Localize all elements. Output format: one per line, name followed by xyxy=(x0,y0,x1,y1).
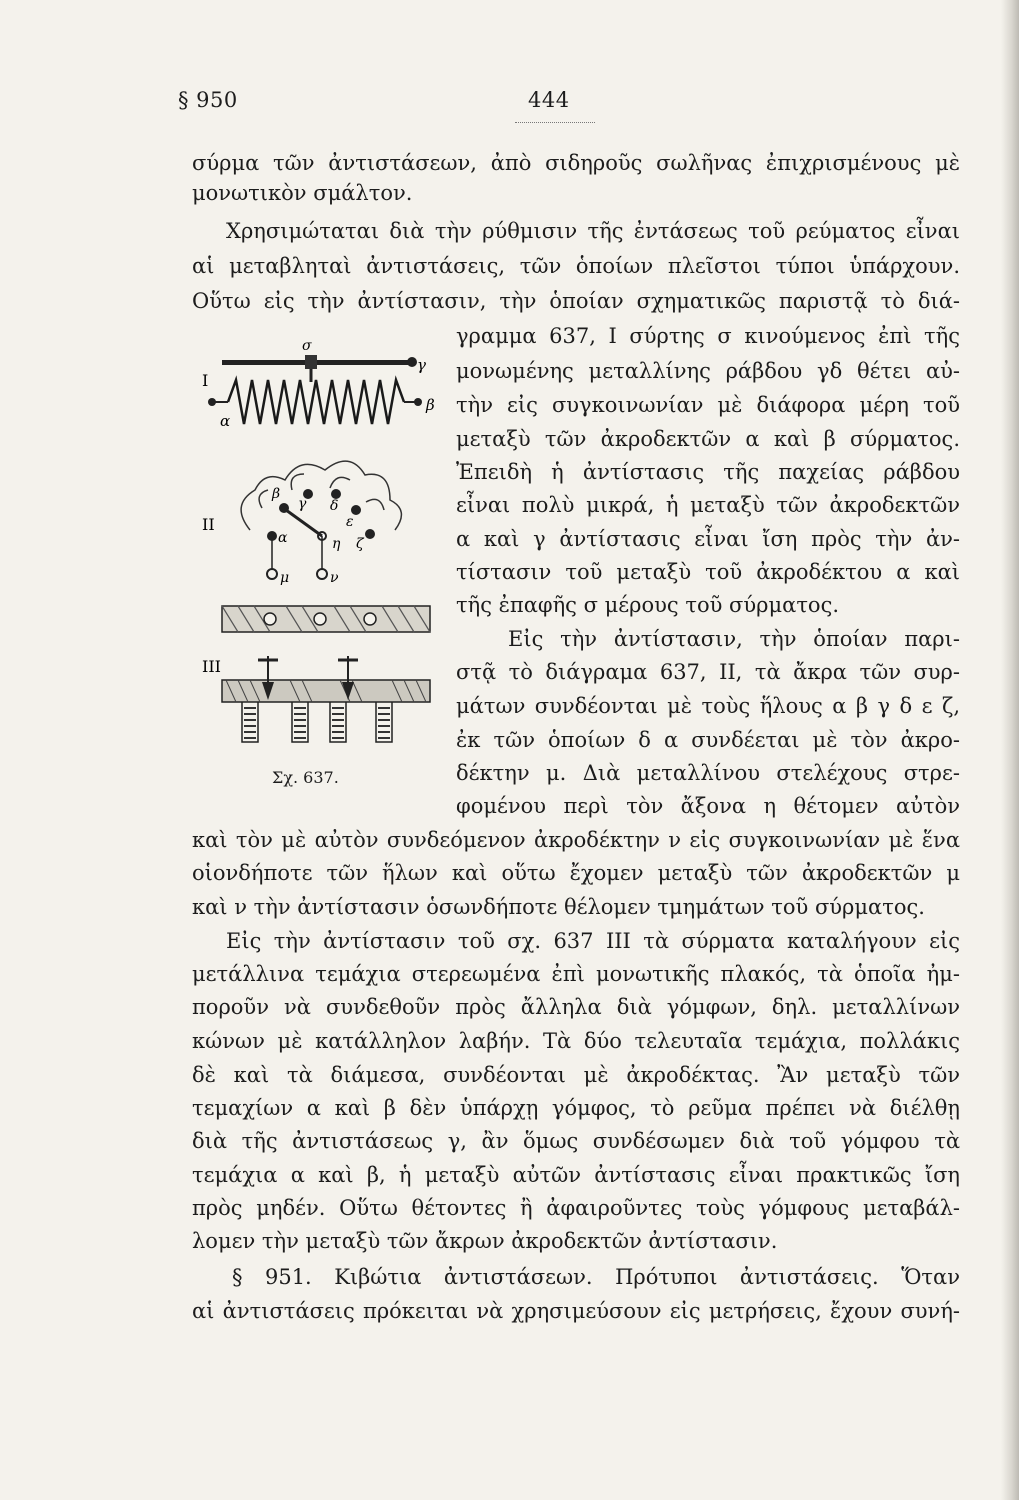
text-line: τίστασιν τοῦ μεταξὺ τοῦ ἀκροδέκτου α καὶ xyxy=(456,560,960,584)
coil-loops xyxy=(241,461,401,530)
diagram-plug-box-plan xyxy=(202,606,430,676)
terminal-nu xyxy=(317,569,327,579)
section-heading-line: § 951. Κιβώτια ἀντιστάσεων. Πρότυποι ἀντιστάσεις. Ὅταν xyxy=(232,1265,960,1289)
header-ornament xyxy=(515,122,595,123)
text-line: δέκτην μ. Διὰ μεταλλίνου στελέχους στρε- xyxy=(456,761,960,785)
text-line: πρὸς μηδέν. Οὕτω θέτοντες ἢ ἀφαιροῦντες τοὺς γόμφους μεταβάλ- xyxy=(192,1196,960,1220)
stud-zeta xyxy=(365,529,375,539)
resistance-diagrams xyxy=(180,330,450,800)
text-line: μονωτικὸν σμάλτον. xyxy=(192,181,413,205)
label-sigma: σ xyxy=(302,338,312,354)
text-line: οἱονδήποτε τῶν ἥλων καὶ οὕτω ἔχομεν μεταξὺ τῶν ἀκροδεκτῶν μ xyxy=(192,861,960,885)
text-line: μετάλλινα τεμάχια στερεωμένα ἐπὶ μονωτικῆς πλακός, τὰ ὁποῖα ἠμ- xyxy=(192,962,960,986)
label-h: η xyxy=(332,536,341,552)
slider-contact xyxy=(305,355,317,369)
text-line: τεμάχια α καὶ β, ἡ μεταξὺ αὐτῶν ἀντίστασις εἶναι πρακτικῶς ἴση xyxy=(192,1163,960,1187)
label-alpha: α xyxy=(220,412,231,430)
text-line: κώνων μὲ κατάλληλον λαβήν. Τὰ δύο τελευταῖα τεμάχια, πολλάκις xyxy=(192,1029,960,1053)
coil-frames xyxy=(242,702,392,742)
text-line: δὲ καὶ τὰ διάμεσα, συνδέονται μὲ ἀκροδέκτας. Ἂν μεταξὺ τῶν xyxy=(192,1063,960,1087)
diagram-plug-box-section xyxy=(222,656,430,742)
text-line: μάτων συνδέονται μὲ τοὺς ἥλους α β γ δ ε ζ, xyxy=(456,694,960,718)
text-line: ποροῦν νὰ συνδεθοῦν πρὸς ἄλληλα διὰ γόμφων, δηλ. μεταλλίνων xyxy=(192,995,960,1019)
diagram-rotary-switch xyxy=(202,461,401,586)
rod-terminal xyxy=(407,357,417,367)
diagram-slide-resistor xyxy=(202,338,435,430)
text-line: Εἰς τὴν ἀντίστασιν, τὴν ὁποίαν παρι- xyxy=(508,627,960,651)
text-line: Οὕτω εἰς τὴν ἀντίστασιν, τὴν ὁποίαν σχηματικῶς παριστᾷ τὸ διά- xyxy=(192,289,960,313)
text-line: λομεν τὴν μεταξὺ τῶν ἄκρων ἀκροδεκτῶν ἀντίστασιν. xyxy=(192,1229,778,1253)
text-line: τὴν εἰς συγκοινωνίαν μὲ διάφορα μέρη τοῦ xyxy=(456,393,960,417)
text-line: μεταξὺ τῶν ἀκροδεκτῶν α καὶ β σύρματος. xyxy=(456,427,960,451)
label-d: δ xyxy=(330,498,339,514)
part-label-ii: II xyxy=(202,515,215,534)
figure-caption: Σχ. 637. xyxy=(272,768,339,787)
plug-hole xyxy=(314,613,326,625)
switch-arm xyxy=(286,510,322,536)
label-a: α xyxy=(278,530,288,546)
label-g: γ xyxy=(298,496,307,512)
text-line: σύρμα τῶν ἀντιστάσεων, ἀπὸ σιδηροῦς σωλῆνας ἐπιχρισμένους μὲ xyxy=(192,151,960,175)
plug-hole xyxy=(364,613,376,625)
text-line: ἐκ τῶν ὁποίων δ α συνδέεται μὲ τὸν ἀκρο- xyxy=(456,728,960,752)
text-line: α καὶ γ ἀντίστασις εἶναι ἴση πρὸς τὴν ἀν- xyxy=(456,527,960,551)
text-line: μονωμένης μεταλλίνης ράβδου γδ θέτει αὐ- xyxy=(456,359,960,383)
plug-hole xyxy=(264,613,276,625)
text-line: καὶ ν τὴν ἀντίστασιν ὁσωνδήποτε θέλομεν τμημάτων τοῦ σύρματος. xyxy=(192,895,925,919)
text-line: αἱ ἀντιστάσεις πρόκειται νὰ χρησιμεύσουν εἰς μετρήσεις, ἔχουν συνή- xyxy=(192,1299,960,1323)
page-number: 444 xyxy=(528,88,570,112)
text-line: τεμαχίων α καὶ β δὲν ὑπάρχῃ γόμφος, τὸ ρεῦμα πρέπει νὰ διέλθῃ xyxy=(192,1096,960,1120)
label-e: ε xyxy=(346,514,354,530)
label-b: β xyxy=(272,486,281,502)
text-line: γραμμα 637, I σύρτης σ κινούμενος ἐπὶ τῆς xyxy=(456,324,960,348)
text-line: στᾷ τὸ διάγραμα 637, II, τὰ ἄκρα τῶν συρ- xyxy=(456,660,960,684)
terminal-beta xyxy=(414,398,422,406)
text-line: εἶναι πολὺ μικρά, ἡ μεταξὺ τῶν ἀκροδεκτῶν xyxy=(456,493,960,517)
text-line: Ἐπειδὴ ἡ ἀντίστασις τῆς παχείας ράβδου xyxy=(456,460,960,484)
terminal-mu xyxy=(267,569,277,579)
text-line: αἱ μεταβληταὶ ἀντιστάσεις, τῶν ὁποίων πλεῖστοι τύποι ὑπάρχουν. xyxy=(192,254,960,278)
text-line: φομένου περὶ τὸν ἄξονα η θέτομεν αὐτὸν xyxy=(456,794,960,818)
text-line: Χρησιμώταται διὰ τὴν ρύθμισιν τῆς ἐντάσεως τοῦ ρεύματος εἶναι xyxy=(226,219,960,243)
text-line: καὶ τὸν μὲ αὐτὸν συνδεόμενον ἀκροδέκτην ν εἰς συγκοινωνίαν μὲ ἕνα xyxy=(192,828,960,852)
resistance-coils xyxy=(244,708,390,738)
section-number: § 950 xyxy=(178,88,238,112)
page-spine-shadow xyxy=(1001,0,1019,1500)
label-z: ζ xyxy=(356,536,364,552)
figure-637 xyxy=(180,330,450,800)
text-line: Εἰς τὴν ἀντίστασιν τοῦ σχ. 637 III τὰ σύρματα καταλήγουν εἰς xyxy=(226,929,960,953)
text-line: τῆς ἐπαφῆς σ μέρους τοῦ σύρματος. xyxy=(456,593,840,617)
label-gamma: γ xyxy=(417,356,426,374)
label-n: ν xyxy=(330,570,339,586)
terminal-alpha xyxy=(208,398,216,406)
part-label-iii: III xyxy=(202,657,221,676)
part-label-i: I xyxy=(202,371,209,390)
section-plate xyxy=(222,680,430,702)
text-line: διὰ τῆς ἀντιστάσεως γ, ἂν ὅμως συνδέσωμεν διὰ τοῦ γόμφου τὰ xyxy=(192,1129,960,1153)
resistance-wire-coil xyxy=(228,380,404,424)
label-beta: β xyxy=(426,396,435,414)
label-m: μ xyxy=(280,570,290,586)
